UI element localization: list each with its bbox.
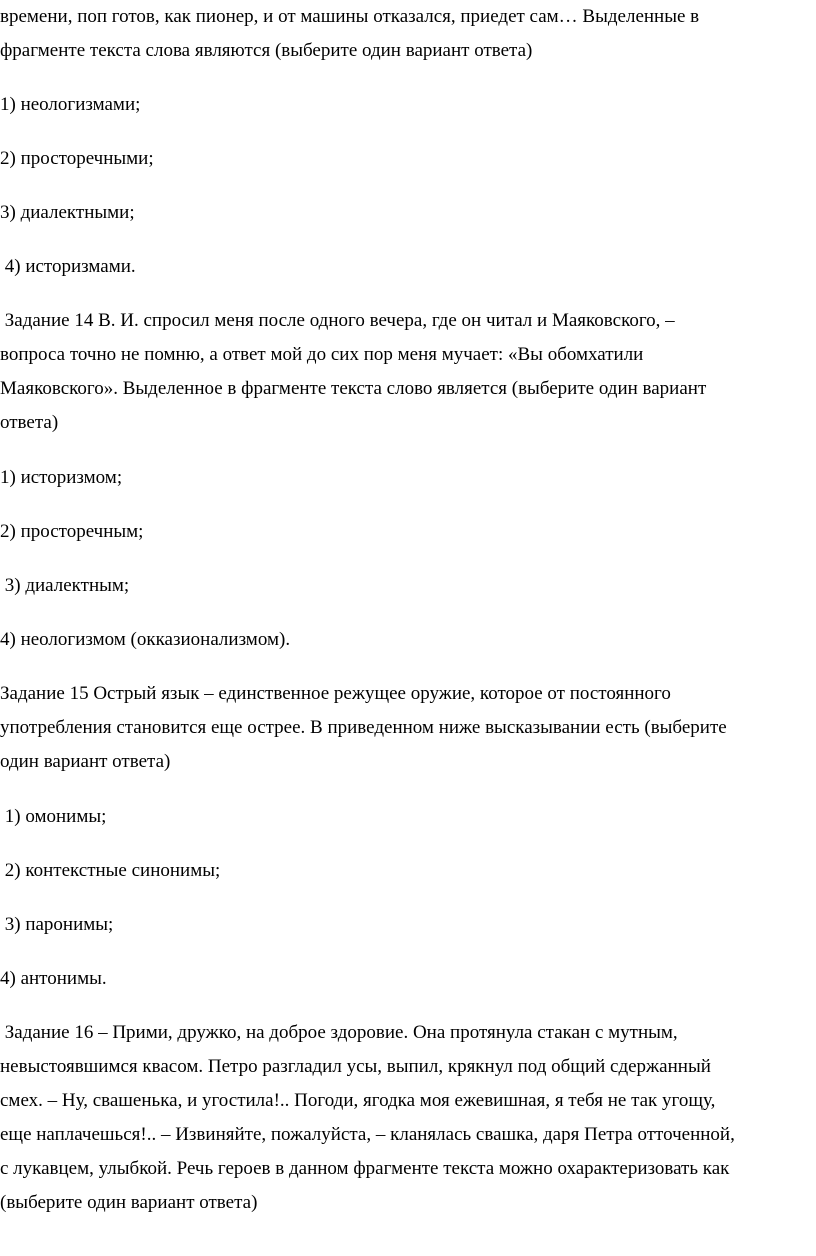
answer-option: 4) неологизмом (окказионализмом). bbox=[0, 629, 291, 650]
answer-option: 1) историзмом; bbox=[0, 467, 123, 488]
task-text-line: ответа) bbox=[0, 412, 59, 433]
text-line: времени, поп готов, как пионер, и от машины отказался, приедет сам… Выделенные в bbox=[0, 6, 700, 27]
text-line: фрагменте текста слова являются (выберите один вариант ответа) bbox=[0, 40, 533, 61]
task-text-line: Задание 16 – Прими, дружко, на доброе здоровие. Она протянула стакан с мутным, bbox=[0, 1022, 678, 1043]
task-text-line: вопроса точно не помню, а ответ мой до сих пор меня мучает: «Вы обомхатили bbox=[0, 344, 644, 365]
answer-option: 1) неологизмами; bbox=[0, 94, 141, 115]
task-text-line: невыстоявшимся квасом. Петро разгладил усы, выпил, крякнул под общий сдержанный bbox=[0, 1056, 711, 1077]
task-text-line: Задание 15 Острый язык – единственное режущее оружие, которое от постоянного bbox=[0, 683, 671, 704]
task-text-line: с лукавцем, улыбкой. Речь героев в данном фрагменте текста можно охарактеризовать как bbox=[0, 1158, 730, 1179]
task-text-line: Маяковского». Выделенное в фрагменте текста слово является (выберите один вариант bbox=[0, 378, 707, 399]
task-text-line: (выберите один вариант ответа) bbox=[0, 1192, 258, 1213]
answer-option: 4) историзмами. bbox=[0, 256, 136, 277]
task-text-line: еще наплачешься!.. – Извиняйте, пожалуйста, – кланялась свашка, даря Петра отточенной, bbox=[0, 1124, 735, 1145]
task-text-line: Задание 14 В. И. спросил меня после одного вечера, где он читал и Маяковского, – bbox=[0, 310, 675, 331]
answer-option: 3) диалектными; bbox=[0, 202, 135, 223]
answer-option: 2) просторечным; bbox=[0, 521, 144, 542]
answer-option: 2) контекстные синонимы; bbox=[0, 860, 221, 881]
answer-option: 3) диалектным; bbox=[0, 575, 130, 596]
task-text-line: употребления становится еще острее. В приведенном ниже высказывании есть (выберите bbox=[0, 717, 727, 738]
task-text-line: смех. – Ну, свашенька, и угостила!.. Погоди, ягодка моя ежевишная, я тебя не так угощу, bbox=[0, 1090, 716, 1111]
answer-option: 4) антонимы. bbox=[0, 968, 107, 989]
answer-option: 1) омонимы; bbox=[0, 806, 107, 827]
task-text-line: один вариант ответа) bbox=[0, 751, 171, 772]
answer-option: 3) паронимы; bbox=[0, 914, 114, 935]
answer-option: 2) просторечными; bbox=[0, 148, 154, 169]
